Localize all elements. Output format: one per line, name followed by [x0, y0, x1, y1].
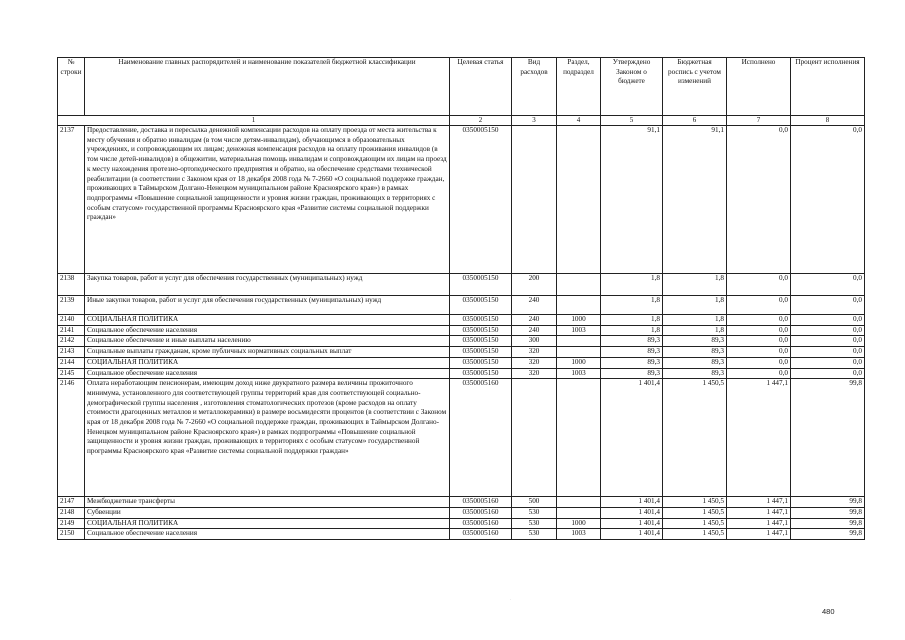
column-number: 8: [791, 116, 865, 126]
row-budget-schedule: 89,3: [663, 357, 727, 368]
column-number: 7: [727, 116, 791, 126]
row-approved: 89,3: [601, 347, 663, 358]
row-percent: 0,0: [791, 325, 865, 336]
row-approved: 1,8: [601, 274, 663, 296]
row-number: 2148: [58, 507, 85, 518]
row-budget-schedule: 89,3: [663, 368, 727, 379]
row-target-article: 0350005150: [450, 315, 512, 326]
row-approved: 1 401,4: [601, 518, 663, 529]
row-name: Социальное обеспечение и иные выплаты населению: [85, 336, 450, 347]
row-expense-type: 200: [512, 274, 557, 296]
row-section: [557, 336, 601, 347]
row-number: 2145: [58, 368, 85, 379]
row-number: 2137: [58, 126, 85, 274]
table-row: [58, 274, 865, 296]
row-section: 1000: [557, 315, 601, 326]
row-name: Социальное обеспечение населения: [85, 529, 450, 540]
row-section: [557, 507, 601, 518]
row-name: Межбюджетные трансферты: [85, 497, 450, 508]
row-percent: 0,0: [791, 274, 865, 296]
row-name: СОЦИАЛЬНАЯ ПОЛИТИКА: [85, 315, 450, 326]
page-number: 480: [822, 607, 835, 616]
table-row: [58, 296, 865, 315]
row-name: Субвенции: [85, 507, 450, 518]
table-row: [58, 368, 865, 379]
row-budget-schedule: 1 450,5: [663, 518, 727, 529]
row-target-article: 0350005150: [450, 357, 512, 368]
row-percent: 0,0: [791, 296, 865, 315]
row-approved: 1 401,4: [601, 379, 663, 497]
row-budget-schedule: 91,1: [663, 126, 727, 274]
row-target-article: 0350005160: [450, 507, 512, 518]
row-target-article: 0350005150: [450, 274, 512, 296]
row-target-article: 0350005160: [450, 379, 512, 497]
row-executed: 0,0: [727, 325, 791, 336]
row-approved: 1 401,4: [601, 529, 663, 540]
row-number: 2139: [58, 296, 85, 315]
column-number: 3: [512, 116, 557, 126]
row-number: 2140: [58, 315, 85, 326]
row-approved: 89,3: [601, 336, 663, 347]
row-executed: 0,0: [727, 357, 791, 368]
row-executed: 0,0: [727, 347, 791, 358]
table-row: [58, 126, 865, 274]
row-expense-type: 240: [512, 325, 557, 336]
row-executed: 0,0: [727, 336, 791, 347]
row-name: Социальное обеспечение населения: [85, 368, 450, 379]
row-budget-schedule: 1,8: [663, 325, 727, 336]
row-executed: 1 447,1: [727, 379, 791, 497]
row-target-article: 0350005150: [450, 325, 512, 336]
row-approved: 1 401,4: [601, 497, 663, 508]
row-expense-type: 320: [512, 347, 557, 358]
table-header-row: [58, 58, 865, 116]
row-name: Иные закупки товаров, работ и услуг для обеспечения государственных (муниципальных) нужд: [85, 296, 450, 315]
row-percent: 0,0: [791, 357, 865, 368]
row-percent: 0,0: [791, 336, 865, 347]
table-row: [58, 325, 865, 336]
row-name: СОЦИАЛЬНАЯ ПОЛИТИКА: [85, 518, 450, 529]
row-percent: 99,8: [791, 507, 865, 518]
column-number: 2: [450, 116, 512, 126]
row-approved: 1,8: [601, 325, 663, 336]
col-header-row-number: № строки: [58, 58, 85, 116]
row-executed: 1 447,1: [727, 529, 791, 540]
row-section: [557, 497, 601, 508]
table-row: [58, 497, 865, 508]
row-approved: 89,3: [601, 368, 663, 379]
row-target-article: 0350005160: [450, 529, 512, 540]
table-row: [58, 379, 865, 497]
row-name: СОЦИАЛЬНАЯ ПОЛИТИКА: [85, 357, 450, 368]
row-target-article: 0350005150: [450, 336, 512, 347]
row-number: 2147: [58, 497, 85, 508]
table-row: [58, 507, 865, 518]
row-name: Оплата неработающим пенсионерам, имеющим доход ниже двукратного размера величины прожиточного минимума, установленного для соответствующей группы территорий края для соответствующей социально-демографической группы населения , изготовления стоматологических протезов (кроме расходов на оплату стоимости драгоценных металлов и металлокерамики) в размере восьмидесяти процентов (в соответствии с Законом края от 18 декабря 2008 года № 7-2660 «О социальной поддержке граждан, проживающих в Таймырском Долгано-Ненецком муниципальном районе Красноярского края») в рамках подпрограммы «Повышение социальной защищенности и уровня жизни граждан, проживающих в территориях с особым статусом» государственной программы Красноярского края «Развитие системы социальной поддержки граждан»: [85, 379, 450, 497]
row-approved: 91,1: [601, 126, 663, 274]
table-row: [58, 347, 865, 358]
row-budget-schedule: 89,3: [663, 336, 727, 347]
row-expense-type: 530: [512, 518, 557, 529]
row-percent: 99,8: [791, 497, 865, 508]
row-percent: 0,0: [791, 347, 865, 358]
row-number: 2144: [58, 357, 85, 368]
row-section: 1000: [557, 357, 601, 368]
table-row: [58, 315, 865, 326]
row-number: 2143: [58, 347, 85, 358]
row-percent: 0,0: [791, 126, 865, 274]
column-number: 5: [601, 116, 663, 126]
column-number-row: [58, 116, 865, 126]
row-section: [557, 379, 601, 497]
row-section: [557, 296, 601, 315]
col-header-section: Раздел, подраздел: [557, 58, 601, 116]
row-executed: 0,0: [727, 368, 791, 379]
row-budget-schedule: 1 450,5: [663, 497, 727, 508]
row-percent: 99,8: [791, 529, 865, 540]
row-expense-type: 240: [512, 296, 557, 315]
col-header-executed: Исполнено: [727, 58, 791, 116]
row-expense-type: 530: [512, 529, 557, 540]
table-row: [58, 336, 865, 347]
row-number: 2149: [58, 518, 85, 529]
row-number: 2146: [58, 379, 85, 497]
col-header-type: Вид расходов: [512, 58, 557, 116]
row-executed: 1 447,1: [727, 518, 791, 529]
column-number: 6: [663, 116, 727, 126]
row-number: 2141: [58, 325, 85, 336]
row-expense-type: 320: [512, 357, 557, 368]
row-name: Предоставление, доставка и пересылка денежной компенсации расходов на оплату проезда от места жительства к месту обучения и обратно инвалидам (в том числе детям-инвалидам), обучающимся в образовательных учреждениях, и сопровождающим их лицам; денежная компенсация расходов на оплату проживания инвалидов (в том числе детей-инвалидов) в общежитии, материальная помощь инвалидам и сопровождающим их лицам на проезд к месту нахождения протезно-ортопедического предприятия и обратно, на обеспечение средствами технической реабилитации (в соответствии с Законом края от 18 декабря 2008 года № 7-2660 «О социальной поддержке граждан, проживающих в Таймырском Долгано-Ненецком муниципальном районе Красноярского края») в рамках подпрограммы «Повышение социальной защищенности и уровня жизни граждан, проживающих в территориях с особым статусом» государственной программы Красноярского края «Развитие системы социальной поддержки граждан»: [85, 126, 450, 274]
table-row: [58, 518, 865, 529]
row-number: 2150: [58, 529, 85, 540]
row-expense-type: 500: [512, 497, 557, 508]
row-executed: 0,0: [727, 296, 791, 315]
row-executed: 0,0: [727, 315, 791, 326]
col-header-target: Целевая статья: [450, 58, 512, 116]
row-budget-schedule: 89,3: [663, 347, 727, 358]
row-target-article: 0350005160: [450, 497, 512, 508]
row-executed: 0,0: [727, 274, 791, 296]
col-header-budget: Бюджетная роспись с учетом изменений: [663, 58, 727, 116]
scan-speck: ·: [510, 597, 512, 602]
row-percent: 99,8: [791, 379, 865, 497]
row-number: 2142: [58, 336, 85, 347]
row-section: [557, 126, 601, 274]
row-expense-type: 300: [512, 336, 557, 347]
row-percent: 0,0: [791, 315, 865, 326]
row-expense-type: [512, 126, 557, 274]
row-expense-type: 530: [512, 507, 557, 518]
row-budget-schedule: 1,8: [663, 315, 727, 326]
column-number: 4: [557, 116, 601, 126]
row-section: 1003: [557, 325, 601, 336]
row-approved: 1,8: [601, 296, 663, 315]
row-section: [557, 274, 601, 296]
row-budget-schedule: 1,8: [663, 274, 727, 296]
column-number: 1: [58, 116, 450, 126]
row-number: 2138: [58, 274, 85, 296]
row-target-article: 0350005150: [450, 296, 512, 315]
row-executed: 1 447,1: [727, 507, 791, 518]
row-target-article: 0350005160: [450, 518, 512, 529]
col-header-percent: Процент исполнения: [791, 58, 865, 116]
table-body: [58, 126, 865, 540]
row-expense-type: [512, 379, 557, 497]
row-expense-type: 240: [512, 315, 557, 326]
row-name: Социальные выплаты гражданам, кроме публичных нормативных социальных выплат: [85, 347, 450, 358]
col-header-approved: Утверждено Законом о бюджете: [601, 58, 663, 116]
row-budget-schedule: 1 450,5: [663, 379, 727, 497]
row-target-article: 0350005150: [450, 347, 512, 358]
table-row: [58, 357, 865, 368]
row-section: [557, 347, 601, 358]
row-approved: 89,3: [601, 357, 663, 368]
row-expense-type: 320: [512, 368, 557, 379]
row-target-article: 0350005150: [450, 368, 512, 379]
row-percent: 0,0: [791, 368, 865, 379]
row-name: Закупка товаров, работ и услуг для обеспечения государственных (муниципальных) нужд: [85, 274, 450, 296]
col-header-name: Наименование главных распорядителей и наименование показателей бюджетной классификации: [85, 58, 450, 116]
row-section: 1000: [557, 518, 601, 529]
row-target-article: 0350005150: [450, 126, 512, 274]
row-percent: 99,8: [791, 518, 865, 529]
row-budget-schedule: 1 450,5: [663, 529, 727, 540]
row-executed: 1 447,1: [727, 497, 791, 508]
row-name: Социальное обеспечение населения: [85, 325, 450, 336]
row-budget-schedule: 1 450,5: [663, 507, 727, 518]
budget-table: [57, 57, 865, 540]
row-section: 1003: [557, 368, 601, 379]
row-section: 1003: [557, 529, 601, 540]
table-row: [58, 529, 865, 540]
row-budget-schedule: 1,8: [663, 296, 727, 315]
row-approved: 1,8: [601, 315, 663, 326]
row-executed: 0,0: [727, 126, 791, 274]
row-approved: 1 401,4: [601, 507, 663, 518]
